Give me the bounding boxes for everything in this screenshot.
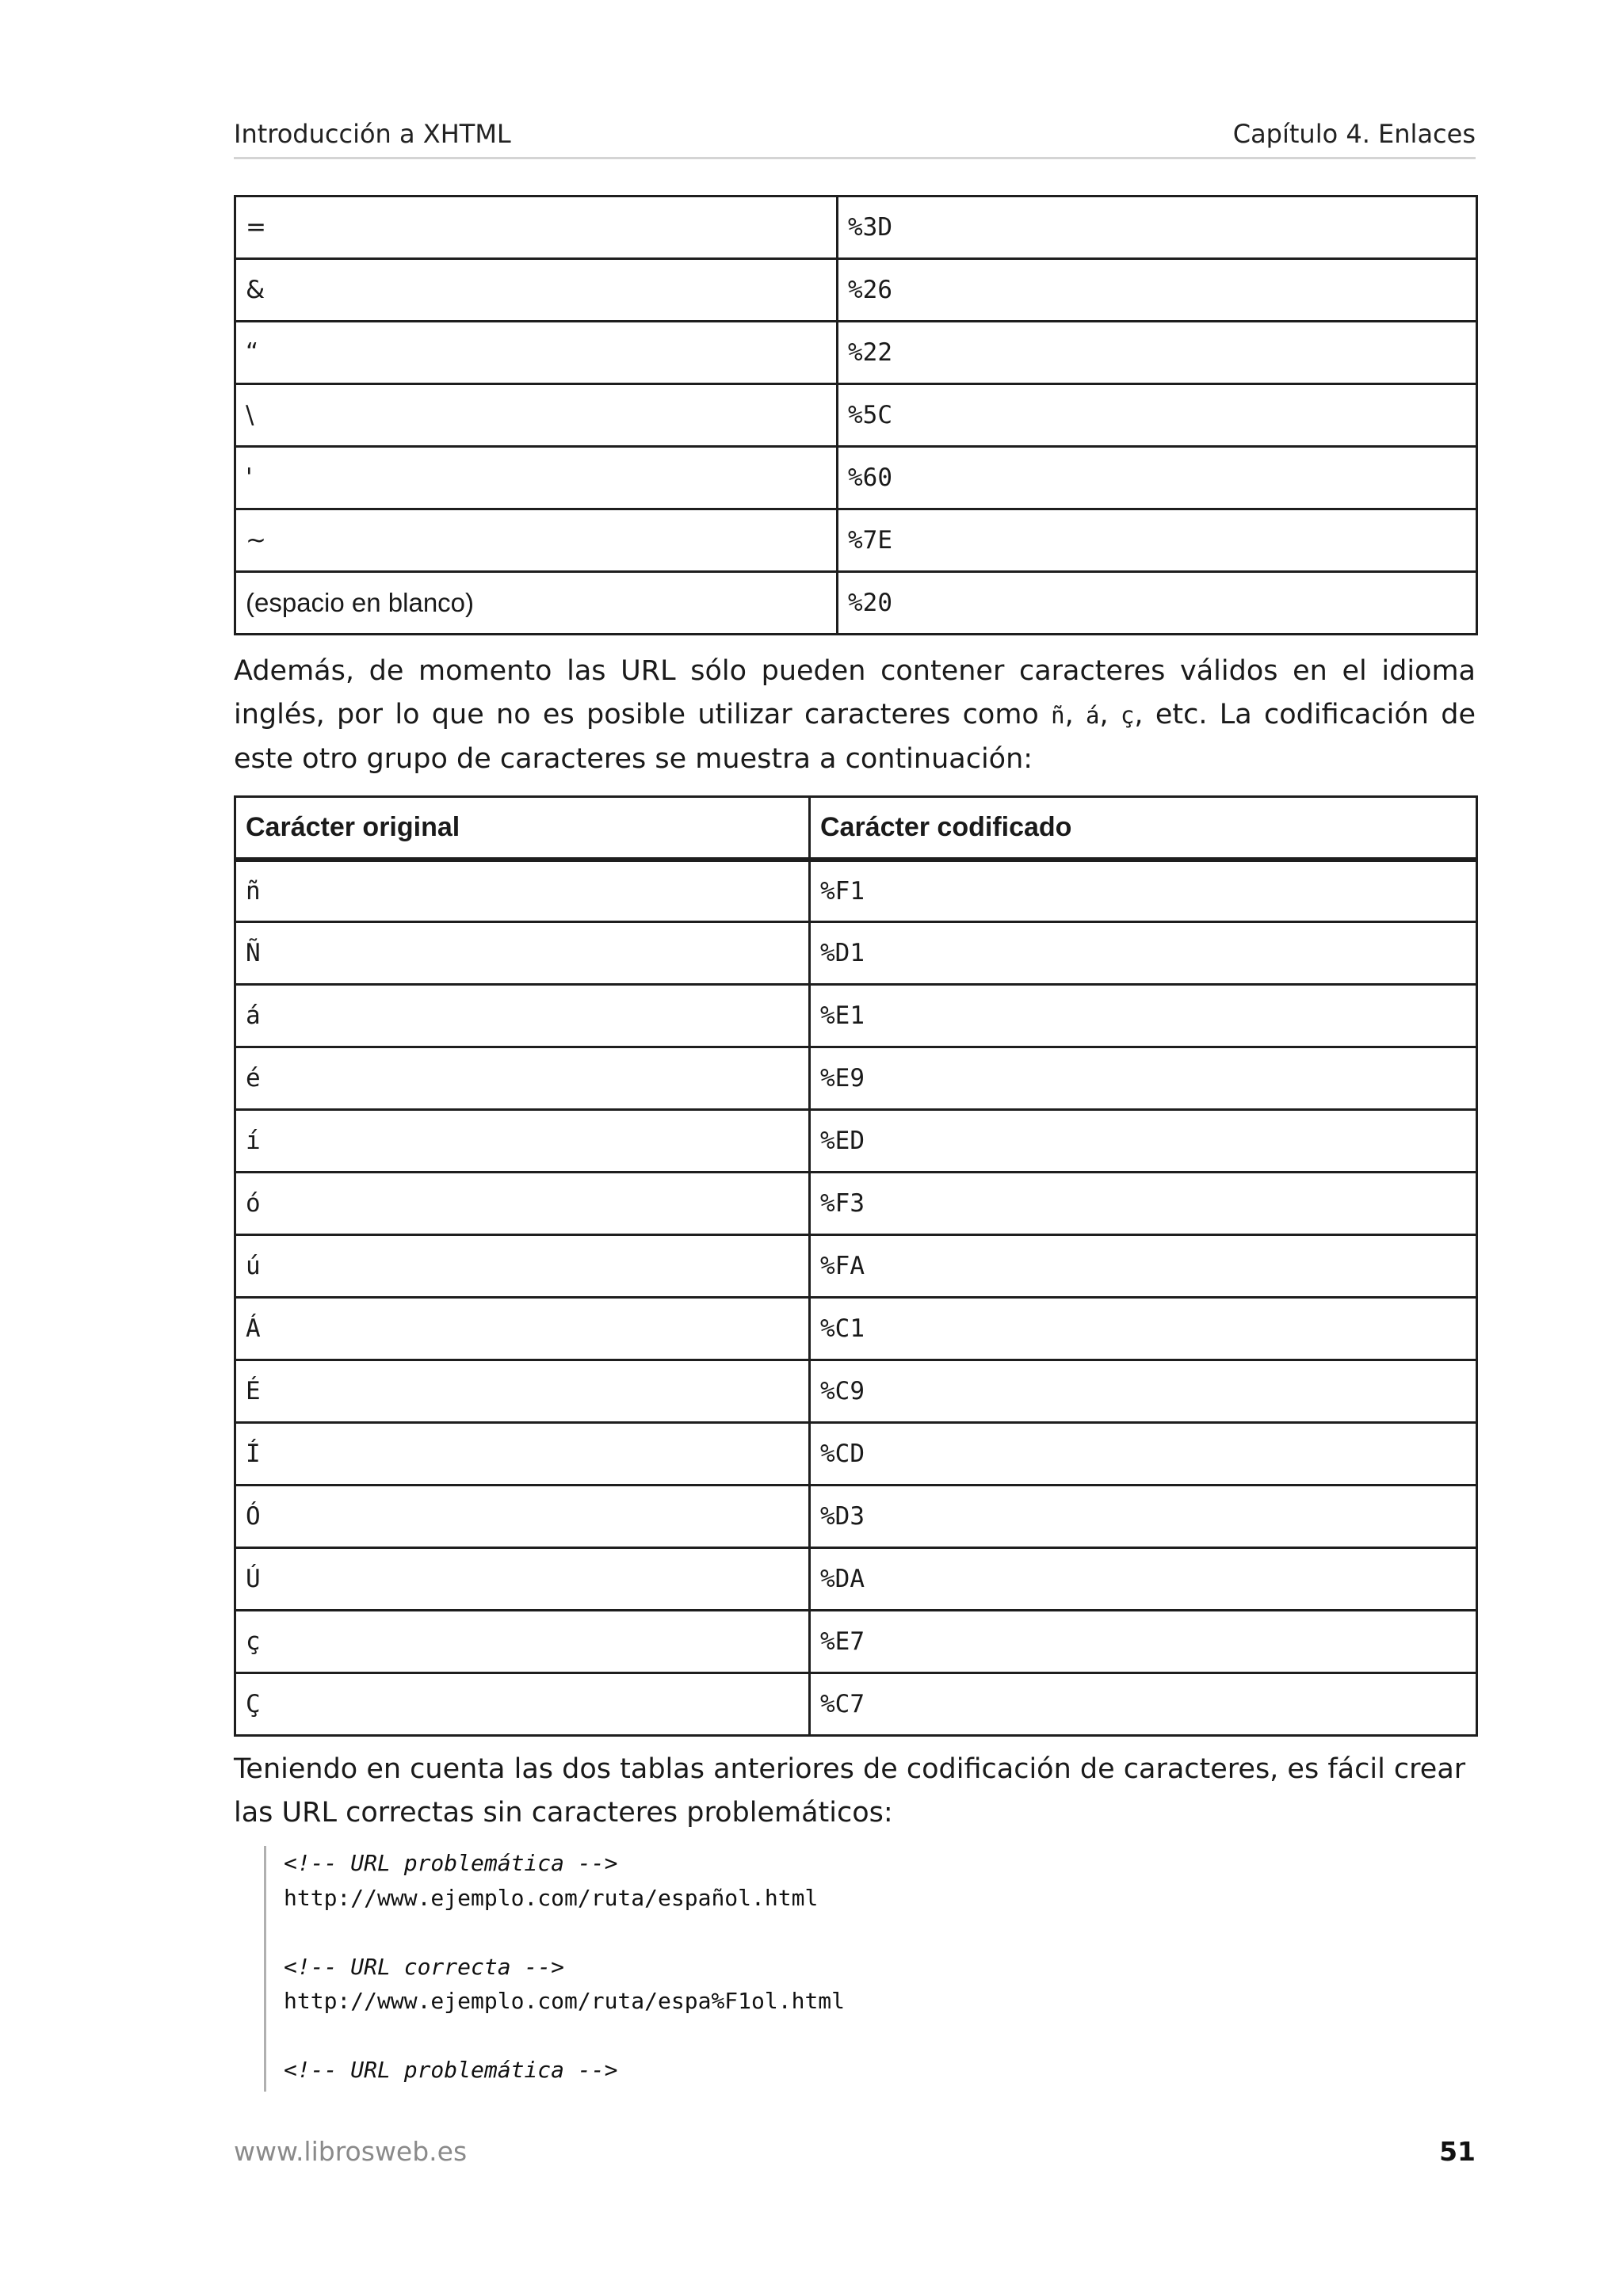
table-row bbox=[235, 1173, 1477, 1235]
table-row bbox=[235, 1298, 1477, 1360]
book-title: Introducción a XHTML bbox=[234, 119, 511, 149]
encoded-char-cell: %60 bbox=[838, 447, 1477, 509]
table-body bbox=[235, 860, 1477, 1736]
original-char-cell: “ bbox=[235, 322, 838, 384]
original-char-cell: Ó bbox=[235, 1486, 810, 1548]
table-row bbox=[235, 509, 1477, 572]
encoded-char-cell: %5C bbox=[838, 384, 1477, 447]
original-char-cell: ú bbox=[235, 1235, 810, 1298]
encoded-char-cell: %CD bbox=[810, 1423, 1477, 1486]
intro-paragraph: Además, de momento las URL sólo pueden contener caracteres válidos en el idioma inglés, por lo que no es posible utilizar caracteres como ñ, á, ç, etc. La codificación de este otro grupo de caracteres se muestra a continuación: bbox=[234, 655, 1476, 775]
encoded-char-cell: %F1 bbox=[810, 860, 1477, 922]
original-char-cell: í bbox=[235, 1110, 810, 1173]
code-line: http://www.ejemplo.com/ruta/espa%F1ol.html bbox=[284, 1988, 846, 2014]
original-char-cell: Í bbox=[235, 1423, 810, 1486]
encoded-char-cell: %E7 bbox=[810, 1611, 1477, 1673]
running-header bbox=[234, 119, 1476, 159]
inline-code: ç bbox=[1120, 702, 1135, 729]
table-row bbox=[235, 1047, 1477, 1110]
original-char-cell: ó bbox=[235, 1173, 810, 1235]
table-row bbox=[235, 1673, 1477, 1736]
encoded-char-cell: %E1 bbox=[810, 985, 1477, 1047]
original-char-cell: & bbox=[235, 259, 838, 322]
table-row bbox=[235, 259, 1477, 322]
original-char-cell: É bbox=[235, 1360, 810, 1423]
original-char-cell: Ñ bbox=[235, 922, 810, 985]
inline-code: ñ bbox=[1051, 702, 1065, 729]
inline-code: á bbox=[1086, 702, 1100, 729]
original-char-cell: ~ bbox=[235, 509, 838, 572]
original-char-cell: ç bbox=[235, 1611, 810, 1673]
encoded-char-cell: %22 bbox=[838, 322, 1477, 384]
encoded-char-cell: %D3 bbox=[810, 1486, 1477, 1548]
encoded-char-cell: %26 bbox=[838, 259, 1477, 322]
table-row bbox=[235, 196, 1477, 259]
paragraph-text: Además, de momento las URL sólo pueden contener caracteres válidos en el idioma inglés, por lo que no es posible utilizar caracteres como bbox=[234, 655, 1476, 730]
original-char-cell: Á bbox=[235, 1298, 810, 1360]
original-char-cell: ñ bbox=[235, 860, 810, 922]
original-char-cell: ' bbox=[235, 447, 838, 509]
summary-paragraph: Teniendo en cuenta las dos tablas anteriores de codificación de caracteres, es fácil crear las URL correctas sin caracteres problemáticos: bbox=[234, 1753, 1466, 1829]
page-number: 51 bbox=[1439, 2136, 1476, 2167]
encoded-char-cell: %D1 bbox=[810, 922, 1477, 985]
table-row bbox=[235, 1548, 1477, 1611]
code-line bbox=[284, 2019, 1453, 2054]
table-row bbox=[235, 1423, 1477, 1486]
original-char-cell: \ bbox=[235, 384, 838, 447]
code-comment-line: <!-- URL problemática --> bbox=[284, 2057, 618, 2083]
code-line bbox=[284, 1915, 1453, 1950]
code-example bbox=[264, 1846, 1453, 2092]
encoded-char-cell: %FA bbox=[810, 1235, 1477, 1298]
encoded-char-cell: %7E bbox=[838, 509, 1477, 572]
accented-chars-table bbox=[234, 795, 1478, 1737]
original-char-cell: = bbox=[235, 196, 838, 259]
code-line: http://www.ejemplo.com/ruta/español.html bbox=[284, 1884, 819, 1911]
column-header: Carácter original bbox=[235, 797, 810, 860]
table-row bbox=[235, 1235, 1477, 1298]
column-header: Carácter codificado bbox=[810, 797, 1477, 860]
table-row bbox=[235, 384, 1477, 447]
encoded-char-cell: %DA bbox=[810, 1548, 1477, 1611]
table-row bbox=[235, 322, 1477, 384]
table-row bbox=[235, 985, 1477, 1047]
table-row bbox=[235, 1611, 1477, 1673]
special-chars-table bbox=[234, 195, 1478, 635]
encoded-char-cell: %E9 bbox=[810, 1047, 1477, 1110]
encoded-char-cell: %C1 bbox=[810, 1298, 1477, 1360]
table-row bbox=[235, 572, 1477, 635]
code-comment-line: <!-- URL problemática --> bbox=[284, 1850, 618, 1876]
original-char-cell: á bbox=[235, 985, 810, 1047]
chapter-title: Capítulo 4. Enlaces bbox=[1232, 119, 1476, 149]
table-row bbox=[235, 1360, 1477, 1423]
original-char-cell: Ú bbox=[235, 1548, 810, 1611]
encoded-char-cell: %ED bbox=[810, 1110, 1477, 1173]
encoded-char-cell: %C9 bbox=[810, 1360, 1477, 1423]
table-row bbox=[235, 1486, 1477, 1548]
code-comment-line: <!-- URL correcta --> bbox=[284, 1953, 565, 1980]
encoded-char-cell: %C7 bbox=[810, 1673, 1477, 1736]
encoded-char-cell: %F3 bbox=[810, 1173, 1477, 1235]
table-header-row bbox=[235, 797, 1477, 860]
encoded-char-cell: %20 bbox=[838, 572, 1477, 635]
table-row bbox=[235, 447, 1477, 509]
table-row bbox=[235, 1110, 1477, 1173]
table-row bbox=[235, 860, 1477, 922]
paragraph-text: , etc. La codificación de este otro grupo de caracteres se muestra a continuación: bbox=[234, 699, 1476, 775]
original-char-cell: (espacio en blanco) bbox=[235, 572, 838, 635]
original-char-cell: Ç bbox=[235, 1673, 810, 1736]
encoded-char-cell: %3D bbox=[838, 196, 1477, 259]
table-row bbox=[235, 922, 1477, 985]
original-char-cell: é bbox=[235, 1047, 810, 1110]
footer-url: www.librosweb.es bbox=[234, 2136, 468, 2167]
